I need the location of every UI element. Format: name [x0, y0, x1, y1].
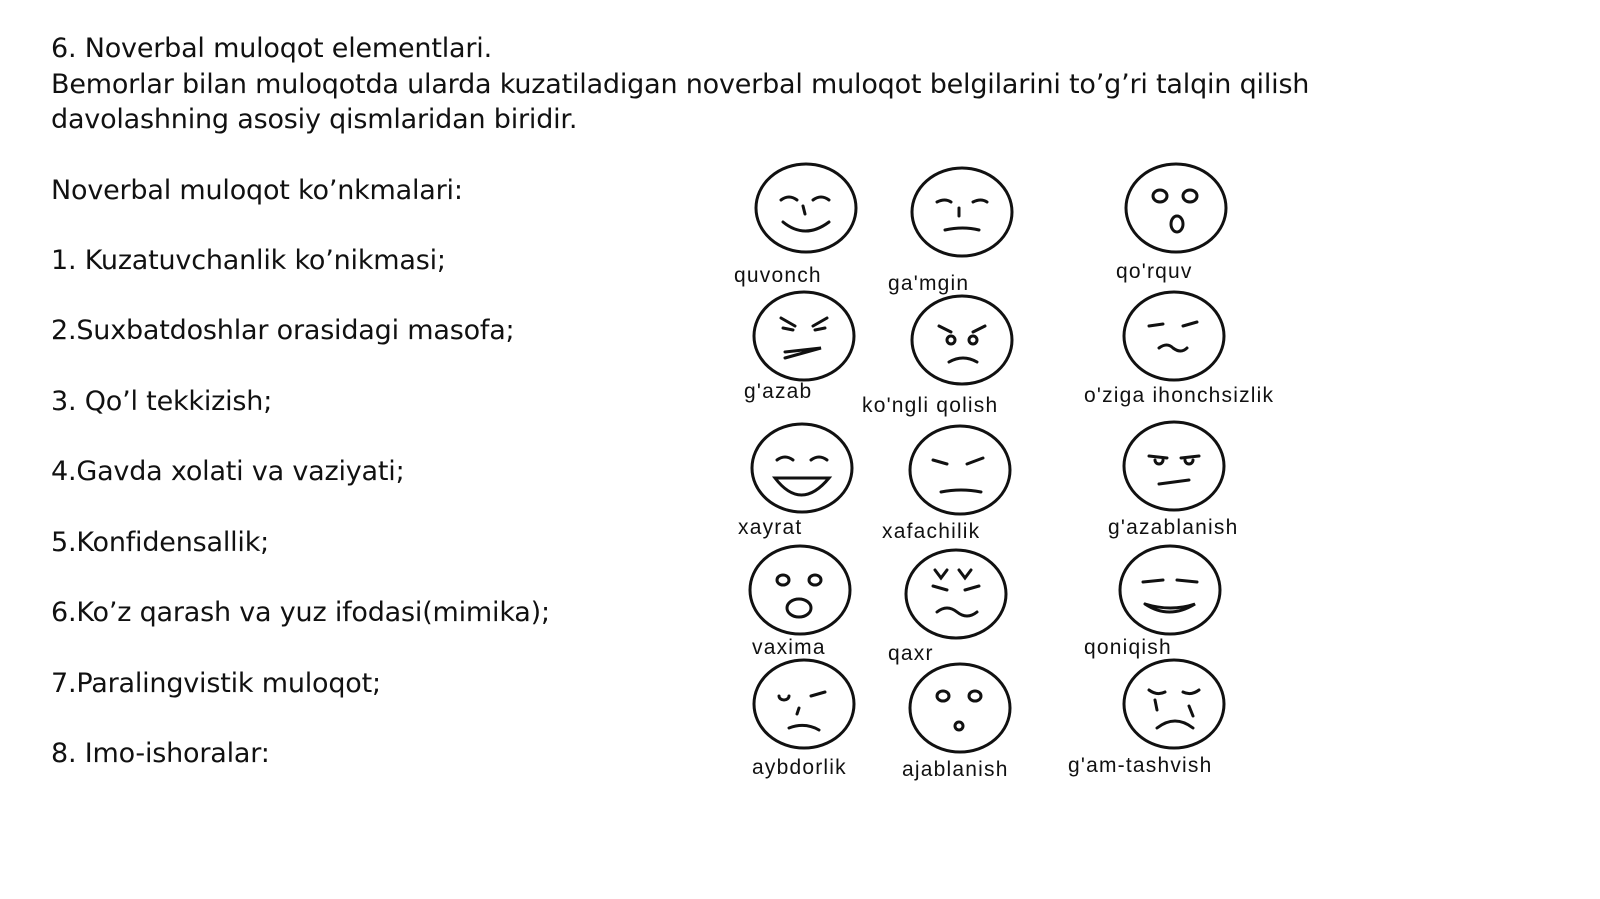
face-outline [752, 424, 852, 512]
face-label: o'ziga ihonchsizlik [1084, 384, 1275, 407]
skill-item-2: 2.Suxbatdoshlar orasidagi masofa; [51, 315, 515, 346]
skill-item-3: 3. Qo’l tekkizish; [51, 386, 273, 417]
satisfaction-face-icon [1115, 542, 1225, 638]
delight-face-icon [747, 420, 857, 516]
face-features [775, 457, 829, 495]
face-features [939, 326, 985, 362]
sad-face-icon [907, 164, 1017, 260]
face-outline [1124, 292, 1224, 380]
grief-face-icon [1119, 656, 1229, 752]
face-label: vaxima [752, 636, 826, 659]
face-label: ajablanish [902, 758, 1009, 781]
skill-item-7: 7.Paralingvistik muloqot; [51, 668, 381, 699]
face-label: qaxr [888, 642, 934, 665]
face-features [937, 200, 987, 230]
hurt-face-icon [905, 422, 1015, 518]
face-features [1149, 690, 1199, 728]
face-features [1149, 456, 1199, 484]
face-outline [1124, 422, 1224, 510]
face-outline [750, 546, 850, 634]
face-label: g'am-tashvish [1068, 754, 1213, 777]
face-features [933, 458, 983, 492]
face-features [937, 691, 981, 730]
face-features [777, 575, 821, 617]
slide-heading: 6. Noverbal muloqot elementlari. [51, 33, 492, 64]
skill-item-6: 6.Ko’z qarash va yuz ifodasi(mimika); [51, 597, 550, 628]
face-label: xayrat [738, 516, 803, 539]
skill-item-4: 4.Gavda xolati va vaziyati; [51, 456, 405, 487]
face-outline [754, 660, 854, 748]
skill-item-5: 5.Konfidensallik; [51, 527, 270, 558]
surprise-face-icon [905, 660, 1015, 756]
skills-title: Noverbal muloqot ko’nkmalari: [51, 175, 463, 206]
face-label: xafachilik [882, 520, 981, 543]
fear-face-icon [1121, 160, 1231, 256]
face-features [1143, 580, 1197, 612]
face-label: qoniqish [1084, 636, 1172, 659]
face-label: g'azablanish [1108, 516, 1239, 539]
skill-item-8: 8. Imo-ishoralar: [51, 738, 270, 769]
joy-face-icon [751, 160, 861, 256]
face-features [779, 692, 825, 730]
face-outline [912, 296, 1012, 384]
face-outline [912, 168, 1012, 256]
wrath-face-icon [901, 546, 1011, 642]
face-features [781, 197, 829, 231]
face-outline [910, 426, 1010, 514]
face-label: g'azab [744, 380, 813, 403]
face-label: ga'mgin [888, 272, 970, 295]
intro-line-2: davolashning asosiy qismlaridan biridir. [51, 104, 578, 135]
emotion-faces-figure [734, 160, 1360, 810]
face-label: ko'ngli qolish [862, 394, 999, 417]
anger-face-icon [749, 288, 859, 384]
face-features [1153, 190, 1197, 232]
face-outline [756, 164, 856, 252]
intro-line-1: Bemorlar bilan muloqotda ularda kuzatiladigan noverbal muloqot belgilarini to’g’ri talqin qilish [51, 69, 1310, 100]
guilt-face-icon [749, 656, 859, 752]
face-outline [906, 550, 1006, 638]
face-label: quvonch [734, 264, 822, 287]
face-features [1149, 322, 1197, 351]
disappointment-face-icon [907, 292, 1017, 388]
insecurity-face-icon [1119, 288, 1229, 384]
face-outline [754, 292, 854, 380]
irritation-face-icon [1119, 418, 1229, 514]
face-label: aybdorlik [752, 756, 847, 779]
face-features [781, 318, 827, 358]
face-outline [1126, 164, 1226, 252]
face-outline [910, 664, 1010, 752]
face-label: qo'rquv [1116, 260, 1193, 283]
face-outline [1120, 546, 1220, 634]
panic-face-icon [745, 542, 855, 638]
face-features [933, 570, 979, 616]
face-outline [1124, 660, 1224, 748]
skill-item-1: 1. Kuzatuvchanlik ko’nikmasi; [51, 245, 446, 276]
